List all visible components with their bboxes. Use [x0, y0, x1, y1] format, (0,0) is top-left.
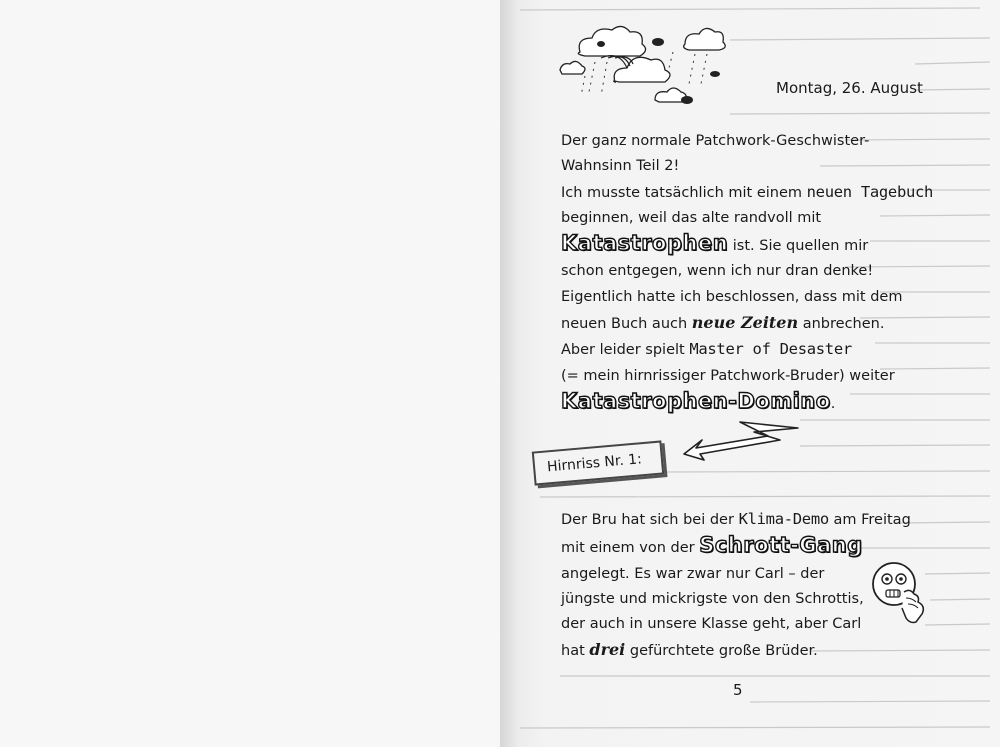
- text-span: neuen Buch auch: [561, 316, 692, 333]
- text-span: Aber leider spielt: [561, 342, 690, 359]
- text-line: [561, 337, 933, 363]
- section-label-text: Hirnriss Nr. 1:: [546, 451, 643, 476]
- text-line: [561, 507, 911, 533]
- text-span: anbrechen.: [798, 316, 885, 333]
- handwritten-text: Klima-Demo: [738, 510, 829, 528]
- text-line: jüngste und mickrigste von den Schrottis,: [561, 590, 864, 607]
- text-line: der auch in unsere Klasse geht, aber Carl: [561, 616, 862, 633]
- text-span: Der Bru hat sich bei der: [561, 512, 739, 528]
- diary-date: Montag, 26. August: [776, 79, 923, 97]
- text-line: [561, 180, 933, 206]
- script-word: drei: [589, 640, 626, 660]
- handwritten-text: neuen Tagebuch: [806, 182, 934, 201]
- text-line: (= mein hirnrissiger Patchwork-Bruder) weiter: [561, 367, 895, 384]
- text-line: schon entgegen, wenn ich nur dran denke!: [561, 263, 874, 280]
- text-span: mit einem von der: [561, 540, 700, 557]
- rain-cloud-icon: [555, 20, 730, 115]
- text-line: [561, 231, 933, 259]
- script-word: neue Zeiten: [691, 313, 799, 333]
- text-span: gefürchtete große Brüder.: [625, 643, 818, 660]
- text-line: Wahnsinn Teil 2!: [561, 158, 680, 175]
- text-line: [561, 637, 911, 664]
- text-span: Ich musste tatsächlich mit einem: [561, 184, 807, 201]
- page-number: 5: [733, 681, 743, 699]
- text-line: [561, 389, 933, 417]
- text-span: ist. Sie quellen mir: [728, 238, 869, 255]
- text-line: Eigentlich hatte ich beschlossen, dass mit dem: [561, 288, 903, 305]
- text-span: hat: [561, 643, 590, 660]
- scared-face-icon: [868, 558, 928, 628]
- text-line: [561, 310, 933, 337]
- text-line: [561, 533, 911, 561]
- text-span: am Freitag: [828, 512, 911, 528]
- outlined-word: Schrott-Gang: [699, 533, 863, 558]
- text-line: beginnen, weil das alte randvoll mit: [561, 209, 822, 226]
- paragraph-intro: [561, 129, 933, 417]
- outlined-word: Katastrophen-Domino: [561, 388, 831, 413]
- lightning-arrow-icon: [680, 418, 805, 468]
- outlined-word: Katastrophen: [561, 231, 729, 256]
- paragraph-story: [561, 507, 911, 665]
- text-line: Der ganz normale Patchwork-Geschwister-: [561, 133, 870, 149]
- handwritten-text: Master of Desaster: [689, 340, 852, 359]
- text-span: .: [830, 395, 836, 412]
- text-line: angelegt. Es war zwar nur Carl – der: [561, 565, 825, 582]
